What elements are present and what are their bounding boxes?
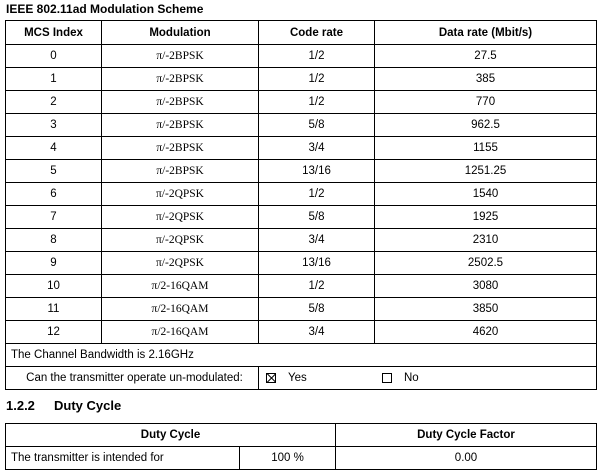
duty-cycle-table — [5, 423, 597, 470]
bandwidth-note: The Channel Bandwidth is 2.16GHz — [6, 344, 597, 367]
table-row — [6, 252, 597, 275]
yes-checkbox[interactable] — [266, 373, 276, 383]
header-duty-cycle-factor: Duty Cycle Factor — [336, 424, 597, 447]
document-title: IEEE 802.11ad Modulation Scheme — [6, 2, 204, 16]
duty-factor: 0.00 — [336, 447, 597, 470]
data-rate-cell: 3850 — [375, 298, 597, 321]
header-modulation: Modulation — [102, 21, 259, 45]
mcs-index-cell: 6 — [6, 183, 102, 206]
duty-header-row — [6, 424, 597, 447]
no-label: No — [404, 372, 419, 384]
table-row — [6, 160, 597, 183]
table-row — [6, 183, 597, 206]
mcs-index-cell: 1 — [6, 68, 102, 91]
modulation-table — [5, 20, 597, 390]
table-row — [6, 206, 597, 229]
code-rate-cell: 3/4 — [259, 137, 375, 160]
modulation-cell: π/-2BPSK — [102, 160, 259, 183]
code-rate-cell: 5/8 — [259, 298, 375, 321]
data-rate-cell: 962.5 — [375, 114, 597, 137]
table-row — [6, 45, 597, 68]
code-rate-cell: 1/2 — [259, 68, 375, 91]
code-rate-cell: 13/16 — [259, 160, 375, 183]
modulation-cell: π/-2QPSK — [102, 229, 259, 252]
mcs-index-cell: 5 — [6, 160, 102, 183]
modulation-cell: π/-2QPSK — [102, 183, 259, 206]
modulation-cell: π/2-16QAM — [102, 275, 259, 298]
data-rate-cell: 1540 — [375, 183, 597, 206]
code-rate-cell: 1/2 — [259, 91, 375, 114]
duty-label: The transmitter is intended for — [6, 447, 240, 470]
data-rate-cell: 1155 — [375, 137, 597, 160]
code-rate-cell: 1/2 — [259, 45, 375, 68]
mcs-index-cell: 2 — [6, 91, 102, 114]
section-number: 1.2.2 — [6, 398, 35, 413]
modulation-cell: π/-2BPSK — [102, 114, 259, 137]
modulation-cell: π/-2BPSK — [102, 68, 259, 91]
header-data-rate: Data rate (Mbit/s) — [375, 21, 597, 45]
mcs-index-cell: 0 — [6, 45, 102, 68]
modulation-cell: π/-2BPSK — [102, 45, 259, 68]
mcs-index-cell: 4 — [6, 137, 102, 160]
table-row — [6, 68, 597, 91]
table-row — [6, 275, 597, 298]
modulation-cell: π/-2BPSK — [102, 91, 259, 114]
data-rate-cell: 1251.25 — [375, 160, 597, 183]
table-row — [6, 137, 597, 160]
data-rate-cell: 1925 — [375, 206, 597, 229]
table-row — [6, 229, 597, 252]
table-row — [6, 91, 597, 114]
modulation-cell: π/-2QPSK — [102, 206, 259, 229]
section-title: Duty Cycle — [54, 398, 122, 413]
header-code-rate: Code rate — [259, 21, 375, 45]
data-rate-cell: 385 — [375, 68, 597, 91]
mcs-index-cell: 10 — [6, 275, 102, 298]
yes-option[interactable] — [266, 367, 382, 389]
modulation-cell: π/-2QPSK — [102, 252, 259, 275]
data-rate-cell: 27.5 — [375, 45, 597, 68]
yes-label: Yes — [288, 372, 307, 384]
mcs-index-cell: 7 — [6, 206, 102, 229]
mcs-index-cell: 9 — [6, 252, 102, 275]
data-rate-cell: 2502.5 — [375, 252, 597, 275]
table-row — [6, 298, 597, 321]
data-rate-cell: 2310 — [375, 229, 597, 252]
mcs-index-cell: 11 — [6, 298, 102, 321]
table-row — [6, 321, 597, 344]
no-option[interactable] — [382, 367, 419, 389]
code-rate-cell: 3/4 — [259, 229, 375, 252]
modulation-cell: π/2-16QAM — [102, 298, 259, 321]
header-mcs-index: MCS Index — [6, 21, 102, 45]
code-rate-cell: 3/4 — [259, 321, 375, 344]
no-checkbox[interactable] — [382, 373, 392, 383]
data-rate-cell: 3080 — [375, 275, 597, 298]
code-rate-cell: 13/16 — [259, 252, 375, 275]
modulation-cell: π/-2BPSK — [102, 137, 259, 160]
data-rate-cell: 770 — [375, 91, 597, 114]
table-header-row — [6, 21, 597, 45]
mcs-index-cell: 3 — [6, 114, 102, 137]
unmodulated-question: Can the transmitter operate un-modulated: — [6, 367, 259, 389]
mcs-index-cell: 12 — [6, 321, 102, 344]
mcs-index-cell: 8 — [6, 229, 102, 252]
code-rate-cell: 5/8 — [259, 114, 375, 137]
section-heading — [6, 398, 121, 413]
data-rate-cell: 4620 — [375, 321, 597, 344]
duty-row — [6, 447, 597, 470]
code-rate-cell: 5/8 — [259, 206, 375, 229]
duty-value: 100 % — [240, 447, 336, 470]
bandwidth-note-row — [6, 344, 597, 367]
modulation-cell: π/2-16QAM — [102, 321, 259, 344]
header-duty-cycle: Duty Cycle — [6, 424, 336, 447]
code-rate-cell: 1/2 — [259, 275, 375, 298]
table-row — [6, 114, 597, 137]
code-rate-cell: 1/2 — [259, 183, 375, 206]
unmodulated-row — [6, 367, 597, 390]
